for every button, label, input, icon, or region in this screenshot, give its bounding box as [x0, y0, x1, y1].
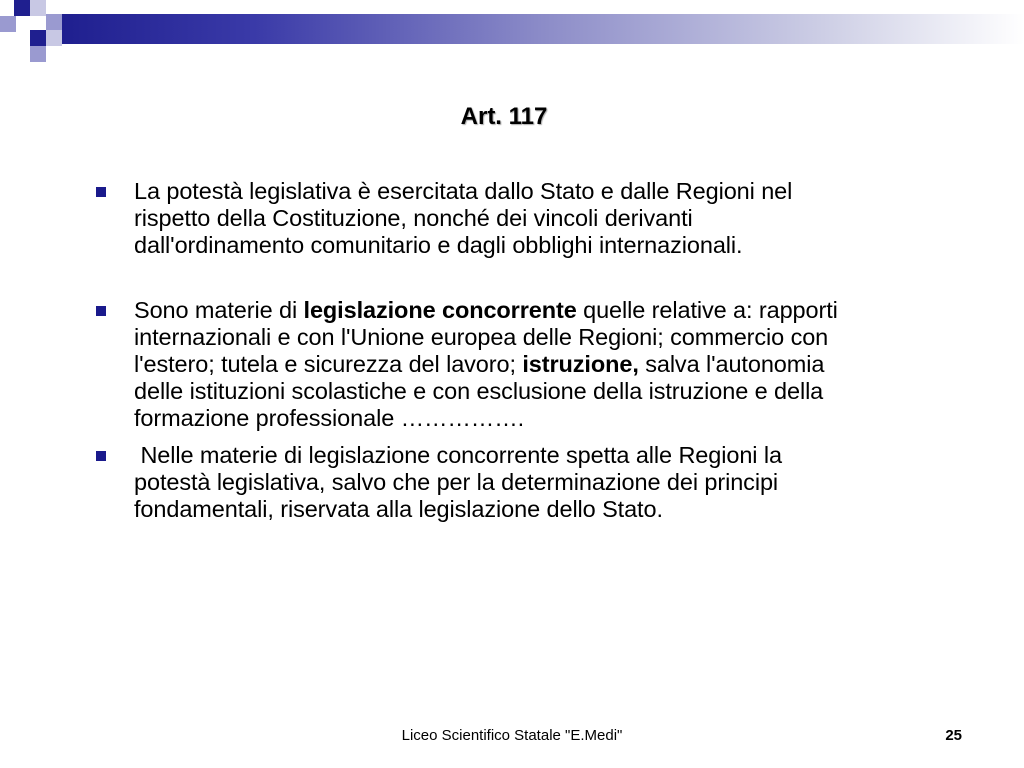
square-bullet-icon	[96, 306, 106, 316]
bullet-item	[96, 178, 856, 259]
decor-square	[14, 0, 30, 16]
bullet-list	[96, 178, 856, 523]
page-number: 25	[945, 727, 962, 744]
decor-square	[30, 30, 46, 46]
bold-term: legislazione concorrente	[303, 297, 577, 323]
bullet-item	[96, 297, 856, 432]
bullet-text: Nelle materie di legislazione concorrente spetta alle Regioni la potestà legislativa, salvo che per la determinazione dei principi fondamentali, riservata alla legislazione dello Stato.	[134, 442, 789, 522]
bullet-text: La potestà legislativa è esercitata dallo Stato e dalle Regioni nel rispetto della Costituzione, nonché dei vincoli derivanti dall'ordinamento comunitario e dagli obblighi internazionali.	[134, 178, 793, 258]
decor-square	[46, 14, 62, 30]
footer-school-name: Liceo Scientifico Statale "E.Medi"	[401, 727, 623, 744]
bullet-text: salva l'autonomia delle istituzioni scolastiche e con esclusione della istruzione e della formazione professionale …………….	[134, 351, 825, 431]
bullet-item	[96, 442, 856, 523]
decor-square	[46, 30, 62, 46]
bullet-text: quelle relative a: rapporti internazionali e con l'Unione europea delle Regioni; commercio con l'estero; tutela e sicurezza del lavoro;	[134, 297, 838, 377]
square-bullet-icon	[96, 451, 106, 461]
bullet-text: Sono materie di	[134, 297, 304, 323]
decor-square	[30, 46, 46, 62]
decor-square	[30, 0, 46, 16]
decor-square	[0, 16, 16, 32]
slide-title: Art. 117	[460, 103, 548, 130]
header-gradient-band	[62, 14, 1024, 44]
square-bullet-icon	[96, 187, 106, 197]
bold-term: istruzione,	[522, 351, 639, 377]
